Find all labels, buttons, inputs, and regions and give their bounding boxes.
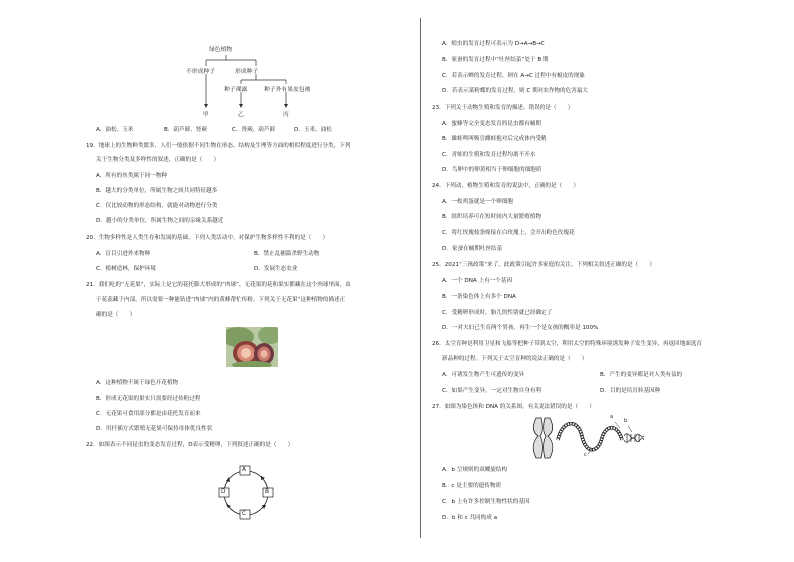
stage-b-label: B xyxy=(265,489,269,495)
label-b: b xyxy=(624,418,628,424)
q21-option-a: A．这种植物不属于绿色开花植物 xyxy=(96,380,179,386)
q20-option-a: A．盲目引进外来物种 xyxy=(96,251,151,257)
q19-stem-line1: 19．地球上的生物种类繁多，人们一般依据不同生物在形态、结构及生理等方面的相似程度进行分类，下列 xyxy=(86,143,351,149)
chromosome-dna-drawing xyxy=(528,414,646,460)
tree-node-naked-seed: 种子裸露 xyxy=(224,87,248,93)
q22-stem: 22．如图表示不同昆虫的变态发育过程，D表示受精卵，下列叙述正确的是（ ） xyxy=(86,442,294,448)
q21-option-c: C．无花果可食用部分都是由花托发育而来 xyxy=(96,411,201,417)
q26-stem-line1: 26．太空育种是利用卫星和飞船等把种子带到太空，利用太空的特殊环境诱发种子发生变异，再返回地面选育 xyxy=(432,341,703,347)
q21-stem-line3: 确的是（ ） xyxy=(96,312,136,318)
tree-leaf-yi: 乙 xyxy=(238,112,244,118)
q27-option-c: C．b 上有许多控制生物性状的基因 xyxy=(442,499,530,505)
stage-a-label: A xyxy=(242,467,246,473)
q21-option-b: B．形成无花果的果实只需要经过传粉过程 xyxy=(96,396,201,402)
q21-stem-line1: 21．我们吃的“无花果”，实际上是它的花托膨大形成的“肉球”，无花果的花和果实都藏在这个肉球里面，由 xyxy=(86,282,351,288)
q26-option-c: C．如果产生变异，一定对生物自身有利 xyxy=(442,388,542,394)
q25-stem: 25．2021“三孩政策”来了，此政策引起许多家庭的关注，下列相关叙述正确的是（ ） xyxy=(432,262,655,268)
q26-option-d: D．目的是培育转基因种 xyxy=(600,388,661,394)
q21-option-d: D．用扦插方式繁殖无花果可保持母体优良性状 xyxy=(96,426,213,432)
label-c: c xyxy=(584,452,587,458)
q27-option-d: D．b 和 c 共同构成 a xyxy=(442,515,498,521)
cycle-arrows xyxy=(214,463,294,523)
q27-option-b: B．c 是主要的遗传物质 xyxy=(442,483,502,489)
tree-node-seed: 形成种子 xyxy=(235,69,259,75)
q22-option-b: B．家蚕的发育过程中“吐丝结茧”处于 B 期 xyxy=(442,57,549,63)
q18-option-c: C．肾蕨、葫芦藓 xyxy=(232,127,276,133)
q24-option-b: B．组织培养可在短时间内大量繁殖植物 xyxy=(442,214,541,220)
q23-option-b: B．雄蛙鸣叫吸引雌蛙抱对后完成体内受精 xyxy=(442,136,547,142)
q18-option-b: B．葫芦藓、肾蕨 xyxy=(164,127,207,133)
q26-option-a: A．可诱发生物产生可遗传的变异 xyxy=(442,372,525,378)
tree-lines xyxy=(86,0,406,125)
q25-option-a: A．一个 DNA 上有一个基因 xyxy=(442,278,513,284)
q21-stem-line2: 于花蕊藏于内部，所以需要一种能钻进“肉球”内的黄蜂帮忙传粉。下列关于无花果“这种植物的描述正 xyxy=(96,297,346,303)
tree-leaf-jia: 甲 xyxy=(203,112,209,118)
q23-option-d: D．鸟卵中的卵黄相当于卵细胞的细胞质 xyxy=(442,167,542,173)
tree-root: 绿色植物 xyxy=(209,47,233,53)
q23-option-a: A．蜜蜂等完全变态发育的昆虫都有蛹期 xyxy=(442,121,541,127)
chromosome-dna-diagram xyxy=(528,414,646,460)
q23-stem: 23．下列关于动物生殖和发育的描述，错误的是（ ） xyxy=(432,105,574,111)
q18-option-a: A．油松、玉米 xyxy=(96,127,134,133)
q19-option-c: C．仅比较动物的形态结构，就能对动物进行分类 xyxy=(96,203,218,209)
q20-stem: 20．生物多样性是人类生存和发展的基础。下列人类活动中，对保护生物多样性不利的是（ ） xyxy=(86,235,329,241)
tree-node-no-seed: 不形成种子 xyxy=(186,69,215,75)
q20-option-c: C．植树造林，保护环境 xyxy=(96,266,156,272)
q24-option-a: A．一枚鸡蛋就是一个卵细胞 xyxy=(442,199,513,205)
q25-option-d: D．一对夫妇已生育两个男孩，再生一个是女孩的概率是 100% xyxy=(442,325,599,331)
q19-option-b: B．越大的分类单位，所属生物之间共同特征越多 xyxy=(96,188,218,194)
tree-leaf-bing: 丙 xyxy=(283,112,289,118)
q20-option-b: B．禁止乱捕滥杀野生动物 xyxy=(254,251,320,257)
stage-c-label: C xyxy=(242,511,247,517)
q22-option-a: A．蝗虫的发育过程可表示为 D→A→B→C xyxy=(442,41,545,47)
q20-option-d: D．发展生态农业 xyxy=(254,266,298,272)
q23-option-c: C．青蛙的生殖和发育过程均离不开水 xyxy=(442,152,536,158)
insect-metamorphosis-diagram xyxy=(214,463,294,523)
tree-node-covered-seed: 种子外有果皮包被 xyxy=(264,87,311,93)
q27-stem: 27．如图为染色体和 DNA 的关系图。有关说法错误的是（ ） xyxy=(432,404,595,410)
label-a: a xyxy=(610,414,614,420)
q24-stem: 24．下列动、植物生殖和发育的说法中，正确的是（ ） xyxy=(432,183,579,189)
column-divider xyxy=(420,18,421,538)
q25-option-b: B．一条染色体上有多个 DNA xyxy=(442,294,516,300)
q19-option-a: A．所有的鱼类属于同一物种 xyxy=(96,173,167,179)
q26-stem-line2: 新品种的过程。下列关于太空育种的说法正确的是（ ） xyxy=(442,356,588,362)
q26-option-b: B．产生的变异都是对人类有益的 xyxy=(600,372,683,378)
stage-d-label: D xyxy=(221,489,226,495)
q19-stem-line2: 关于生物分类及多样性的叙述，正确的是（ ） xyxy=(96,157,220,163)
q19-option-d: D．越小的分类单位，所属生物之间的亲缘关系越近 xyxy=(96,218,224,224)
q18-option-d: D．玉米、油松 xyxy=(294,127,332,133)
q24-option-c: C．将红玫瑰枝条嫁接在白玫瑰上，会开出粉色玫瑰花 xyxy=(442,230,575,236)
fig-fruit-photo xyxy=(226,327,278,367)
q27-option-a: A．b 呈规则的双螺旋结构 xyxy=(442,467,508,473)
q22-option-c: C．若表示蝉的发育过程，则在 A→C 过程中有蜕皮的现象 xyxy=(442,73,585,79)
q25-option-c: C．受精卵形成时，胎儿的性别就已经确定了 xyxy=(442,310,553,316)
q24-option-d: D．家蚕在蛹期吐丝结茧 xyxy=(442,246,503,252)
q22-option-d: D．若表示菜粉蝶的发育过程，则 C 期对农作物的危害最大 xyxy=(442,88,589,94)
